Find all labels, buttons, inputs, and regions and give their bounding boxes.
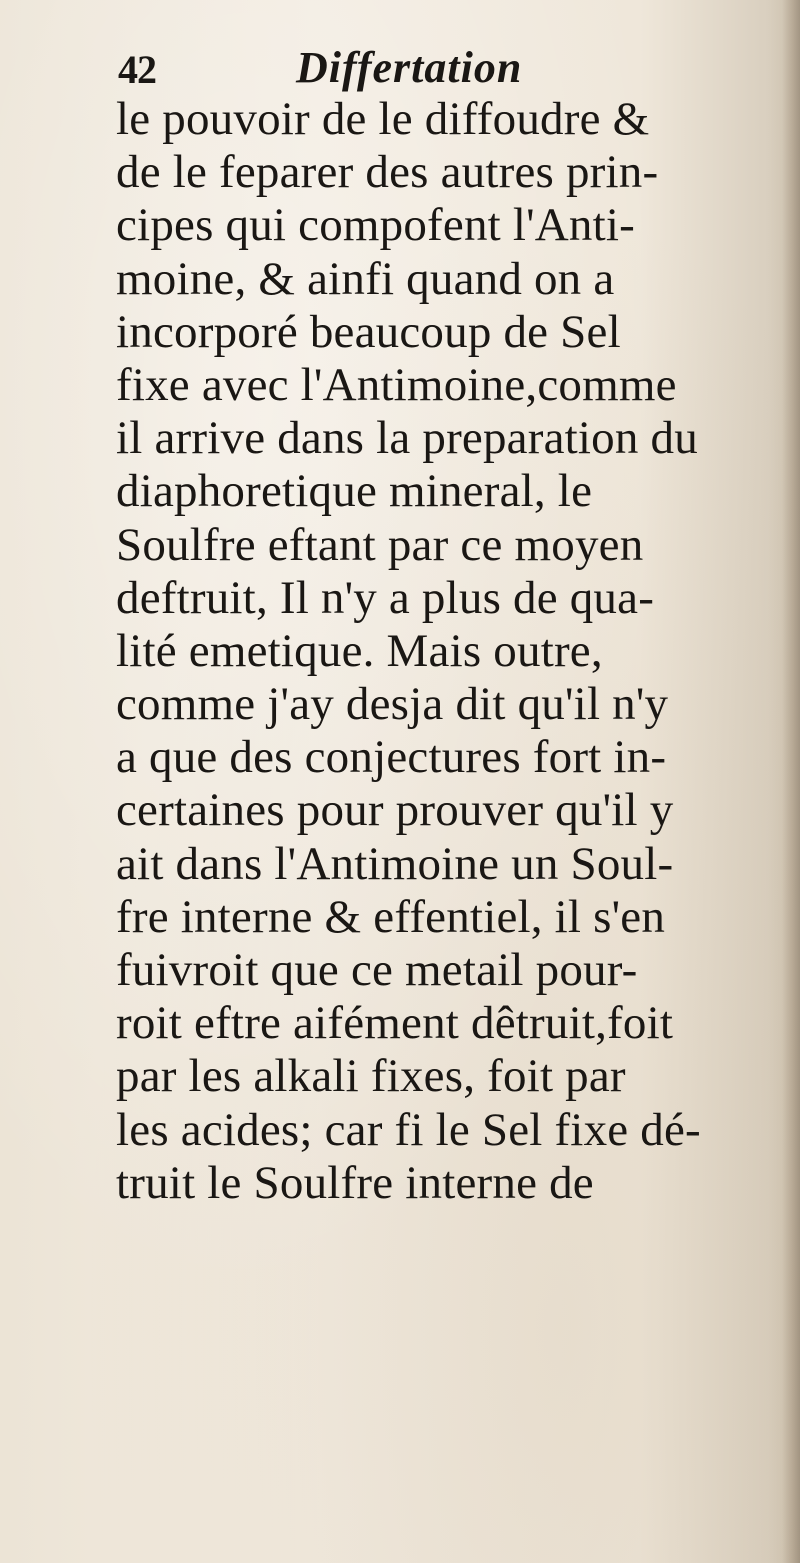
text-line: certaines pour prouver qu'il y (116, 784, 674, 837)
page-header (118, 42, 678, 98)
text-line: deftruit, Il n'y a plus de qua- (116, 571, 655, 624)
text-line: comme j'ay desja dit qu'il n'y (116, 678, 669, 731)
text-line: roit eftre aifément dêtruit,foit (116, 997, 674, 1050)
running-title: Differtation (296, 43, 523, 92)
text-line: il arrive dans la preparation du (116, 412, 698, 465)
text-line: a que des conjectures fort in- (116, 731, 667, 784)
body-text (116, 93, 796, 1210)
text-line: les acides; car fi le Sel fixe dé- (116, 1103, 701, 1156)
text-line: truit le Soulfre interne de (116, 1156, 594, 1209)
text-line: le pouvoir de le diffoudre & (116, 93, 650, 145)
text-line: fixe avec l'Antimoine,comme (116, 358, 677, 411)
text-line: fuivroit que ce metail pour- (116, 944, 638, 996)
text-line: fre interne & effentiel, il s'en (116, 890, 666, 943)
text-line: lité emetique. Mais outre, (116, 624, 603, 677)
page-number: 42 (118, 47, 156, 92)
text-line: de le feparer des autres prin- (116, 146, 659, 199)
text-line: Soulfre eftant par ce moyen (116, 518, 644, 571)
text-line: par les alkali fixes, foit par (116, 1050, 626, 1103)
text-line: diaphoretique mineral, le (116, 465, 593, 518)
text-line: cipes qui compofent l'Anti- (116, 199, 636, 252)
text-line: incorporé beaucoup de Sel (116, 305, 621, 358)
text-line: ait dans l'Antimoine un Soul- (116, 837, 674, 890)
text-line: moine, & ainfi quand on a (116, 252, 615, 305)
